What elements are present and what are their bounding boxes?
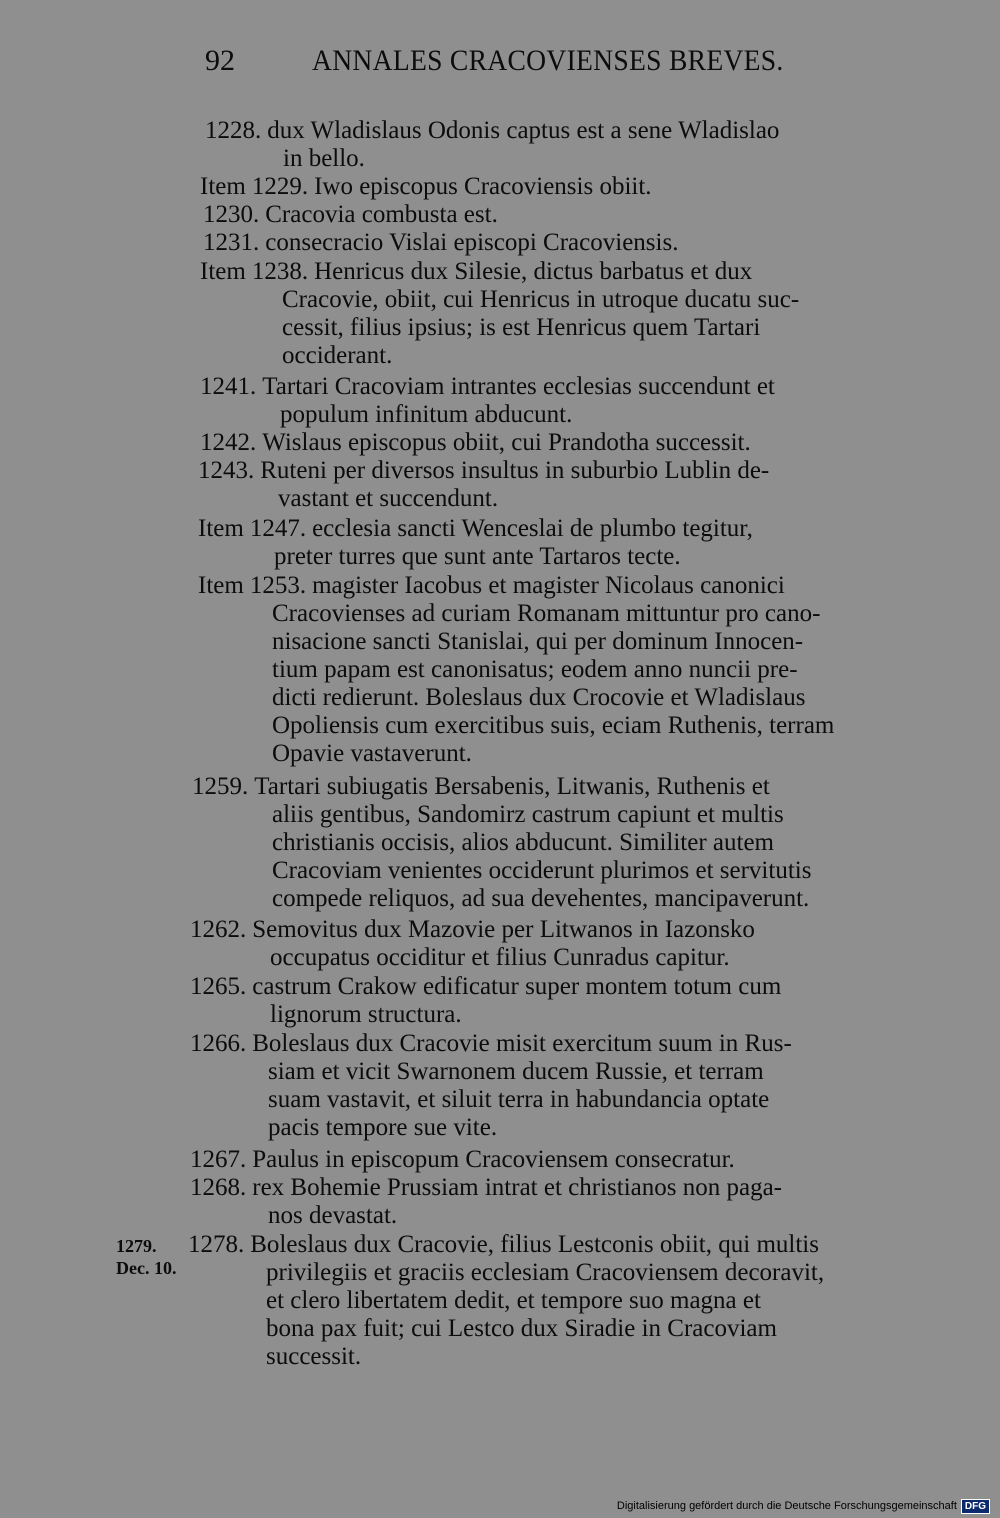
entry-text-line: occiderant. [282, 342, 393, 369]
entry-year: 1268. [190, 1174, 247, 1201]
entry-text-line: in bello. [283, 145, 365, 172]
entry-year: 1241. [200, 373, 257, 400]
entry-text-line: christianis occisis, alios abducunt. Similiter autem [272, 829, 774, 856]
entry-prefix: Item [200, 173, 246, 200]
margin-note-year: 1279. [116, 1236, 157, 1256]
page-header [0, 44, 1000, 84]
entry-text-line: successit. [266, 1343, 362, 1370]
entry-text-line: aliis gentibus, Sandomirz castrum capiunt et multis [272, 801, 784, 828]
entry-1238 [200, 258, 952, 370]
entry-year: 1228. [205, 117, 262, 144]
margin-note [116, 1235, 176, 1279]
entry-text-line: preter turres que sunt ante Tartaros tecte. [274, 543, 681, 570]
entry-1231 [203, 229, 952, 257]
entry-text-line: Henricus dux Silesie, dictus barbatus et dux [314, 258, 753, 285]
entry-text-line: consecracio Vislai episcopi Cracoviensis. [265, 229, 679, 256]
entry-text-line: Opoliensis cum exercitibus suis, eciam Ruthenis, terram [272, 712, 835, 739]
dfg-logo: DFG [961, 1499, 990, 1514]
entry-text-line: et clero libertatem dedit, et tempore suo magna et [266, 1287, 761, 1314]
entry-year: 1259. [192, 773, 249, 800]
entry-year: 1266. [190, 1030, 247, 1057]
entry-1268 [190, 1174, 952, 1230]
entry-text-line: Iwo episcopus Cracoviensis obiit. [314, 173, 652, 200]
entry-text-line: cessit, filius ipsius; is est Henricus quem Tartari [282, 314, 761, 341]
entry-1241 [200, 373, 952, 429]
entry-prefix: Item [198, 572, 244, 599]
entry-text-line: Boleslaus dux Cracovie misit exercitum suum in Rus- [252, 1030, 792, 1057]
entry-year: 1238. [251, 258, 309, 285]
entry-1267 [190, 1146, 952, 1174]
entry-1266 [190, 1030, 952, 1142]
entry-text-line: privilegiis et graciis ecclesiam Cracoviensem decoravit, [266, 1259, 825, 1286]
entry-text-line: castrum Crakow edificatur super montem totum cum [252, 973, 782, 1000]
entry-text-line: nos devastat. [268, 1202, 398, 1229]
entry-text-line: magister Iacobus et magister Nicolaus canonici [312, 572, 785, 599]
entry-1228 [205, 117, 952, 173]
entry-text-line: compede reliquos, ad sua devehentes, mancipaverunt. [272, 885, 810, 912]
entry-text-line: bona pax fuit; cui Lestco dux Siradie in Cracoviam [266, 1315, 777, 1342]
entry-text-line: rex Bohemie Prussiam intrat et christianos non paga- [252, 1174, 782, 1201]
entry-text-line: Opavie vastaverunt. [272, 740, 472, 767]
entry-text-line: Boleslaus dux Cracovie, filius Lestconis obiit, qui multis [250, 1231, 819, 1258]
entry-1259 [192, 773, 952, 913]
entry-text-line: Paulus in episcopum Cracoviensem consecratur. [252, 1146, 735, 1173]
entry-1247 [198, 515, 952, 571]
entry-year: 1242. [200, 429, 257, 456]
entry-1265 [190, 973, 952, 1029]
entry-text-line: Wislaus episcopus obiit, cui Prandotha successit. [262, 429, 751, 456]
entry-text-line: Ruteni per diversos insultus in suburbio Lublin de- [260, 457, 770, 484]
entry-1253 [198, 572, 952, 768]
entry-1278 [188, 1231, 952, 1371]
entry-1243 [198, 457, 952, 513]
entry-year: 1243. [198, 457, 255, 484]
entry-text-line: Cracovia combusta est. [265, 201, 498, 228]
entry-year: 1265. [190, 973, 247, 1000]
page-number: 92 [205, 44, 235, 77]
running-title: ANNALES CRACOVIENSES BREVES. [312, 44, 784, 77]
entry-text-line: Cracovie, obiit, cui Henricus in utroque ducatu suc- [282, 286, 800, 313]
entry-text-line: Tartari subiugatis Bersabenis, Litwanis, Ruthenis et [254, 773, 770, 800]
entry-text-line: ecclesia sancti Wenceslai de plumbo tegitur, [312, 515, 753, 542]
entry-text-line: pacis tempore sue vite. [268, 1114, 498, 1141]
margin-note-date: Dec. 10. [116, 1258, 177, 1278]
entry-prefix: Item [198, 515, 244, 542]
entry-year: 1267. [190, 1146, 247, 1173]
entry-text-line: dicti redierunt. Boleslaus dux Crocovie et Wladislaus [272, 684, 806, 711]
entry-year: 1229. [251, 173, 309, 200]
entry-year: 1278. [188, 1231, 245, 1258]
entry-text-line: suam vastavit, et siluit terra in habundancia optate [268, 1086, 770, 1113]
entry-text-line: Cracoviam venientes occiderunt plurimos et servitutis [272, 857, 812, 884]
entry-1262 [190, 916, 952, 972]
entry-year: 1247. [249, 515, 307, 542]
entry-text-line: nisacione sancti Stanislai, qui per dominum Innocen- [272, 628, 804, 655]
entry-text-line: Semovitus dux Mazovie per Litwanos in Iazonsko [252, 916, 755, 943]
footer-credit: Digitalisierung gefördert durch die Deutsche Forschungsgemeinschaft [616, 1500, 957, 1512]
entry-text-line: siam et vicit Swarnonem ducem Russie, et terram [268, 1058, 764, 1085]
entry-text-line: Cracovienses ad curiam Romanam mittuntur pro cano- [272, 600, 821, 627]
entry-1229 [200, 173, 952, 201]
entry-text-line: vastant et succendunt. [278, 485, 499, 512]
footer [617, 1498, 990, 1514]
entry-year: 1230. [203, 201, 260, 228]
entry-1230 [203, 201, 952, 229]
entry-text-line: dux Wladislaus Odonis captus est a sene Wladislao [267, 117, 780, 144]
entry-1242 [200, 429, 952, 457]
entry-text-line: tium papam est canonisatus; eodem anno nuncii pre- [272, 656, 798, 683]
entry-year: 1231. [203, 229, 260, 256]
entry-prefix: Item [200, 258, 246, 285]
entry-text-line: lignorum structura. [270, 1001, 462, 1028]
entry-year: 1262. [190, 916, 247, 943]
entry-text-line: occupatus occiditur et filius Cunradus capitur. [270, 944, 730, 971]
entry-text-line: Tartari Cracoviam intrantes ecclesias succendunt et [262, 373, 775, 400]
entry-year: 1253. [249, 572, 307, 599]
entry-text-line: populum infinitum abducunt. [280, 401, 573, 428]
